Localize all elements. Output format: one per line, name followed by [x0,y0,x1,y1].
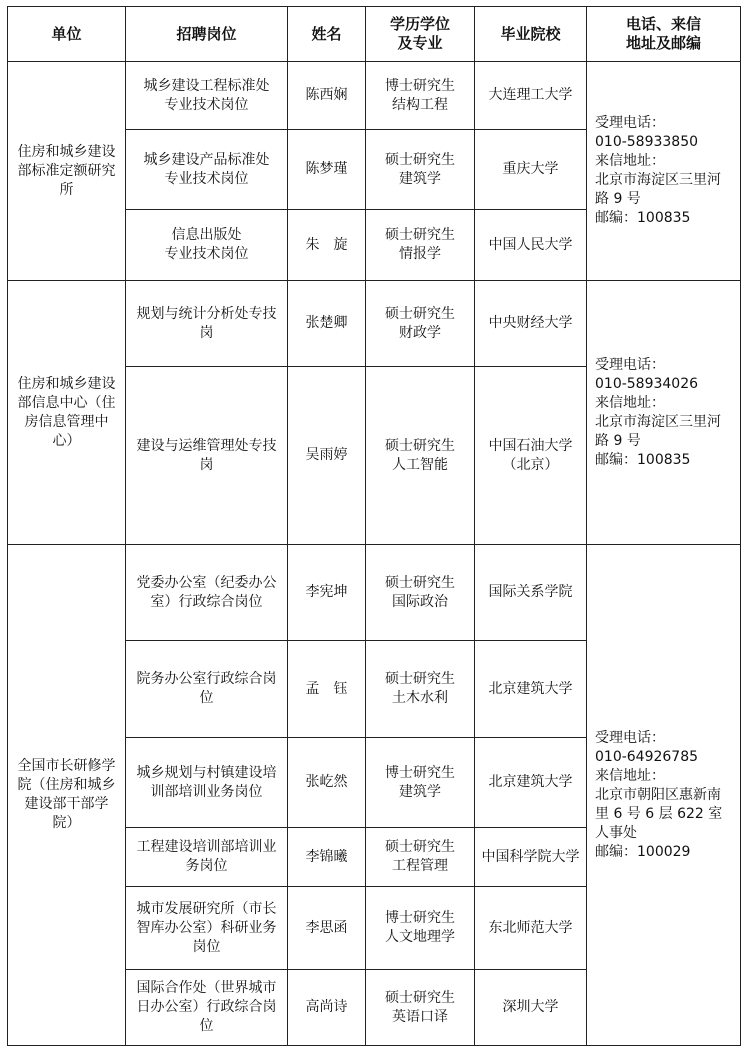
header-degree: 学历学位 及专业 [366,7,475,62]
post-cell: 党委办公室（纪委办公室）行政综合岗位 [126,545,288,641]
name-cell: 张屹然 [288,738,366,828]
unit-cell: 全国市长研修学院（住房和城乡建设部干部学院） [8,545,126,1046]
school-cell: 东北师范大学 [475,887,587,970]
name-cell: 高尚诗 [288,970,366,1046]
contact-cell: 受理电话： 010-58933850 来信地址： 北京市海淀区三里河路 9 号 邮编：100835 [587,62,741,281]
post-cell: 规划与统计分析处专技岗 [126,281,288,367]
header-row [8,7,741,62]
degree-cell: 硕士研究生 国际政治 [366,545,475,641]
school-cell: 中国人民大学 [475,210,587,281]
unit-cell: 住房和城乡建设部信息中心（住房信息管理中心） [8,281,126,545]
name-cell: 孟 钰 [288,641,366,738]
name-cell: 朱 旋 [288,210,366,281]
name-cell: 李思函 [288,887,366,970]
degree-cell: 博士研究生 建筑学 [366,738,475,828]
school-cell: 北京建筑大学 [475,641,587,738]
post-cell: 城乡建设工程标准处 专业技术岗位 [126,62,288,130]
header-school: 毕业院校 [475,7,587,62]
post-cell: 院务办公室行政综合岗位 [126,641,288,738]
school-cell: 大连理工大学 [475,62,587,130]
degree-cell: 硕士研究生 建筑学 [366,130,475,210]
name-cell: 吴雨婷 [288,367,366,545]
table-row [8,545,741,641]
post-cell: 建设与运维管理处专技岗 [126,367,288,545]
degree-cell: 硕士研究生 英语口译 [366,970,475,1046]
header-name: 姓名 [288,7,366,62]
contact-cell: 受理电话： 010-64926785 来信地址： 北京市朝阳区惠新南里 6 号 6 层 622 室人事处 邮编：100029 [587,545,741,1046]
degree-cell: 博士研究生 人文地理学 [366,887,475,970]
school-cell: 中国科学院大学 [475,828,587,887]
school-cell: 重庆大学 [475,130,587,210]
header-unit: 单位 [8,7,126,62]
degree-cell: 硕士研究生 财政学 [366,281,475,367]
degree-cell: 博士研究生 结构工程 [366,62,475,130]
degree-cell: 硕士研究生 土木水利 [366,641,475,738]
degree-cell: 硕士研究生 工程管理 [366,828,475,887]
post-cell: 工程建设培训部培训业务岗位 [126,828,288,887]
school-cell: 北京建筑大学 [475,738,587,828]
name-cell: 陈梦瑾 [288,130,366,210]
post-cell: 国际合作处（世界城市日办公室）行政综合岗位 [126,970,288,1046]
school-cell: 国际关系学院 [475,545,587,641]
name-cell: 张楚卿 [288,281,366,367]
table-row [8,62,741,130]
recruitment-table [7,6,741,1046]
school-cell: 中国石油大学（北京） [475,367,587,545]
header-contact: 电话、来信 地址及邮编 [587,7,741,62]
header-post: 招聘岗位 [126,7,288,62]
degree-cell: 硕士研究生 人工智能 [366,367,475,545]
post-cell: 城市发展研究所（市长智库办公室）科研业务岗位 [126,887,288,970]
post-cell: 城乡规划与村镇建设培训部培训业务岗位 [126,738,288,828]
post-cell: 信息出版处 专业技术岗位 [126,210,288,281]
degree-cell: 硕士研究生 情报学 [366,210,475,281]
name-cell: 李宪坤 [288,545,366,641]
contact-cell: 受理电话： 010-58934026 来信地址： 北京市海淀区三里河路 9 号 邮编：100835 [587,281,741,545]
name-cell: 陈西娴 [288,62,366,130]
school-cell: 深圳大学 [475,970,587,1046]
table-row [8,281,741,367]
school-cell: 中央财经大学 [475,281,587,367]
unit-cell: 住房和城乡建设部标准定额研究所 [8,62,126,281]
name-cell: 李锦曦 [288,828,366,887]
post-cell: 城乡建设产品标准处 专业技术岗位 [126,130,288,210]
